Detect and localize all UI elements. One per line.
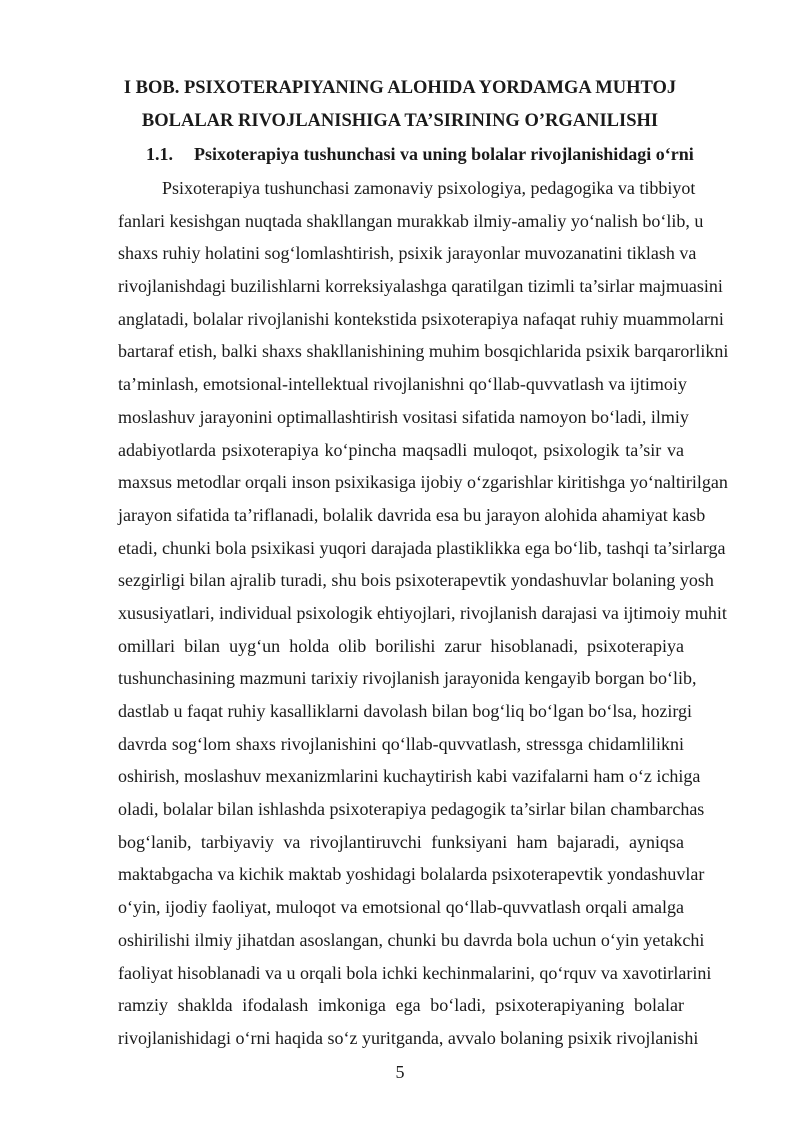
- paragraph-line: moslashuv jarayonini optimallashtirish vositasi sifatida namoyon bo‘ladi, ilmiy: [118, 406, 689, 427]
- paragraph-line: sezgirligi bilan ajralib turadi, shu bois psixoterapevtik yondashuvlar bolaning yosh: [118, 570, 714, 591]
- paragraph-line: bog‘lanib, tarbiyaviy va rivojlantiruvchi funksiyani ham bajaradi, ayniqsa: [118, 831, 684, 852]
- paragraph-line: oladi, bolalar bilan ishlashda psixoterapiya pedagogik ta’sirlar bilan chambarchas: [118, 799, 705, 820]
- paragraph-line: rivojlanishdagi buzilishlarni korreksiyalashga qaratilgan tizimli ta’sirlar majmuasini: [118, 276, 723, 297]
- paragraph-line: dastlab u faqat ruhiy kasalliklarni davolash bilan bog‘liq bo‘lgan bo‘lsa, hozirgi: [118, 701, 693, 721]
- paragraph-line: etadi, chunki bola psixikasi yuqori darajada plastiklikka ega bo‘lib, tashqi ta’sirlarga: [118, 537, 726, 558]
- section-number: 1.1.: [146, 144, 173, 164]
- paragraph-line: xususiyatlari, individual psixologik ehtiyojlari, rivojlanish darajasi va ijtimoiy muhit: [118, 602, 727, 623]
- paragraph-line: o‘yin, ijodiy faoliyat, muloqot va emotsional qo‘llab-quvvatlash orqali amalga: [118, 897, 684, 918]
- paragraph-line: fanlari kesishgan nuqtada shakllangan murakkab ilmiy-amaliy yo‘nalish bo‘lib, u: [118, 210, 704, 231]
- paragraph-line: tushunchasining mazmuni tarixiy rivojlanish jarayonida kengayib borgan bo‘lib,: [118, 668, 697, 689]
- paragraph-line: anglatadi, bolalar rivojlanishi kontekstida psixoterapiya nafaqat ruhiy muammolarni: [118, 308, 724, 329]
- paragraph-line: bartaraf etish, balki shaxs shakllanishining muhim bosqichlarida psixik barqarorlikni: [118, 341, 729, 362]
- paragraph-line: shaxs ruhiy holatini sog‘lomlashtirish, psixik jarayonlar muvozanatini tiklash va: [118, 243, 697, 264]
- paragraph-line: davrda sog‘lom shaxs rivojlanishini qo‘llab-quvvatlash, stressga chidamlilikni: [118, 733, 684, 754]
- paragraph-line: jarayon sifatida ta’riflanadi, bolalik davrida esa bu jarayon alohida ahamiyat kasb: [118, 504, 706, 525]
- paragraph-line: adabiyotlarda psixoterapiya ko‘pincha maqsadli muloqot, psixologik ta’sir va: [118, 439, 684, 460]
- paragraph-line: maktabgacha va kichik maktab yoshidagi bolalarda psixoterapevtik yondashuvlar: [118, 864, 705, 885]
- page-number: 5: [395, 1062, 405, 1082]
- paragraph-line: Psixoterapiya tushunchasi zamonaviy psixologiya, pedagogika va tibbiyot: [162, 178, 696, 198]
- section-heading: [146, 139, 746, 169]
- paragraph-line: ta’minlash, emotsional-intellektual rivojlanishni qo‘llab-quvvatlash va ijtimoiy: [118, 374, 687, 395]
- chapter-title-line-1: I BOB. PSIXOTERAPIYANING ALOHIDA YORDAMGA MUHTOJ: [123, 78, 677, 98]
- paragraph-line: oshirilishi ilmiy jihatdan asoslangan, chunki bu davrda bola uchun o‘yin yetakchi: [118, 929, 705, 950]
- paragraph-line: rivojlanishidagi o‘rni haqida so‘z yuritganda, avvalo bolaning psixik rivojlanishi: [118, 1027, 699, 1048]
- chapter-title-line-2: BOLALAR RIVOJLANISHIGA TA’SIRINING O’RGANILISHI: [141, 111, 659, 131]
- body-paragraph: [118, 172, 729, 1055]
- paragraph-line: omillari bilan uyg‘un holda olib borilishi zarur hisoblanadi, psixoterapiya: [118, 635, 684, 656]
- section-title: Psixoterapiya tushunchasi va uning bolalar rivojlanishidagi o‘rni: [194, 144, 694, 164]
- paragraph-line: oshirish, moslashuv mexanizmlarini kuchaytirish kabi vazifalarni ham o‘z ichiga: [118, 766, 701, 787]
- paragraph-line: ramziy shaklda ifodalash imkoniga ega bo‘ladi, psixoterapiyaning bolalar: [118, 995, 684, 1016]
- paragraph-line: maxsus metodlar orqali inson psixikasiga ijobiy o‘zgarishlar kiritishga yo‘naltirilgan: [118, 472, 728, 493]
- paragraph-line: faoliyat hisoblanadi va u orqali bola ichki kechinmalarini, qo‘rquv va xavotirlarini: [118, 962, 712, 983]
